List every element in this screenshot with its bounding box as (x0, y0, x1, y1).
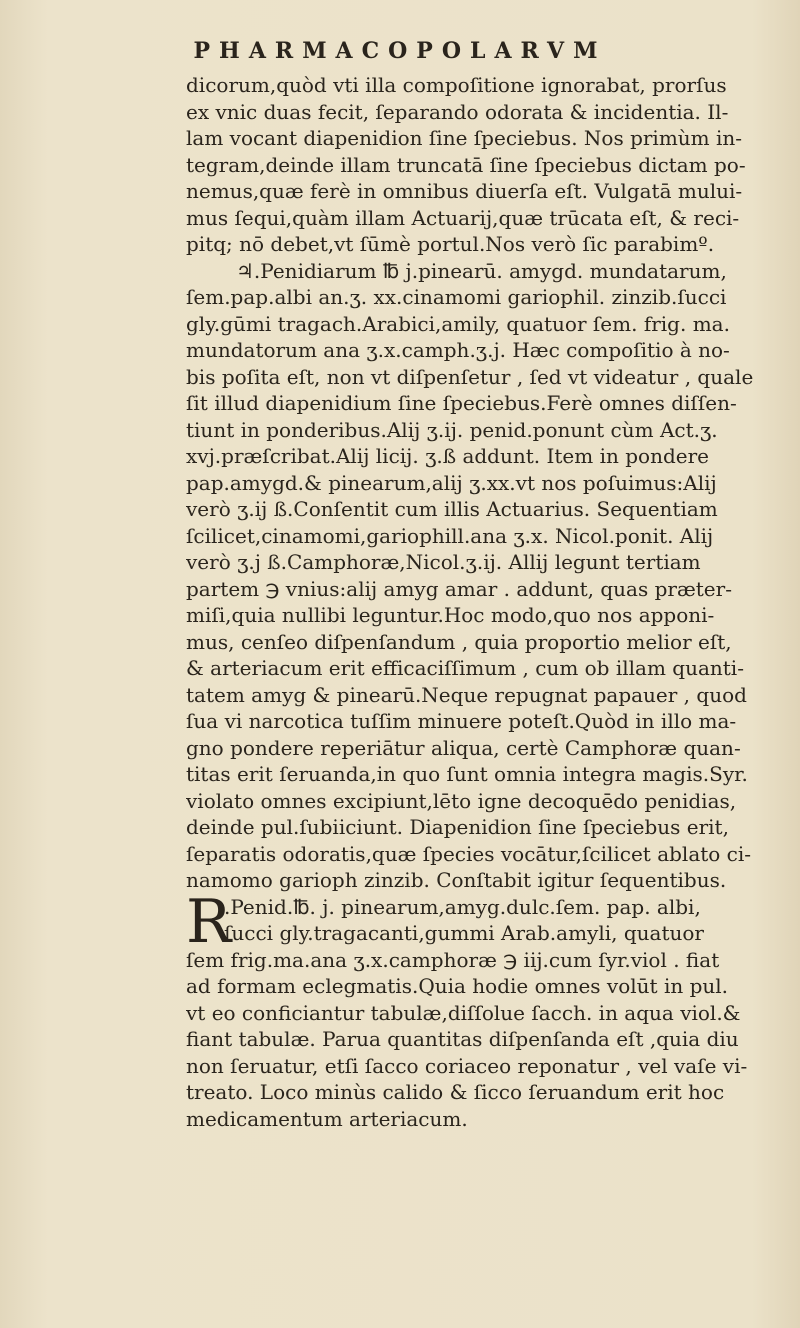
text-line: fiant tabulæ. Parua quantitas diſpenſanda eſt ,quia diu (186, 1027, 739, 1051)
text-line: tiunt in ponderibus.Alij ʒ.ij. penid.ponunt cùm Act.ʒ. (186, 417, 718, 442)
text-line: mundatorum ana ʒ.x.camph.ʒ.j. Hæc compoſitio à no- (186, 338, 730, 362)
text-line: deinde pul.ſubiiciunt. Diapenidion ſine ſpeciebus erit, (186, 815, 729, 839)
text-line: xvj.præſcribat.Alij licij. ʒ.ß addunt. Item in pondere (186, 444, 709, 468)
drop-cap: R (186, 886, 232, 957)
text-line: ſeparatis odoratis,quæ ſpecies vocātur,ſcilicet ablato ci- (186, 841, 752, 866)
text-line: gno pondere reperiātur aliqua, certè Camphoræ quan- (186, 735, 741, 760)
text-line: mus ſequi,quàm illam Actuarij,quæ trūcata eſt, & reci- (186, 205, 740, 230)
text-line: .Penid.℔. j. pinearum,amyg.dulc.ſem. pap. albi, (224, 894, 701, 919)
text-line: non ſeruatur, etſi ſacco coriaceo reponatur , vel vaſe vi- (186, 1053, 748, 1078)
text-line: pap.amygd.& pinearum,alij ʒ.xx.vt nos poſuimus:Alij (186, 470, 717, 495)
text-line: ſcilicet,cinamomi,gariophill.ana ʒ.x. Nicol.ponit. Alij (186, 523, 714, 548)
text-line: lam vocant diapenidion ſine ſpeciebus. Nos primùm in- (186, 126, 743, 150)
text-line: nemus,quæ ferè in omnibus diuerſa eſt. Vulgatā mului- (186, 179, 743, 203)
text-block (186, 72, 786, 1132)
text-line: violato omnes excipiunt,lēto igne decoquēdo penidias, (186, 788, 737, 813)
text-line: verò ʒ.ij ß.Conſentit cum illis Actuarius. Sequentiam (186, 497, 718, 521)
running-title: PHARMACOPOLARVM (193, 38, 607, 64)
text-line: medicamentum arteriacum. (186, 1106, 468, 1131)
text-line: ſucci gly.tragacanti,gummi Arab.amyli, quatuor (224, 921, 704, 945)
recipe-paragraph (186, 886, 786, 957)
text-line: ſua vi narcotica tuſſim minuere poteſt.Quòd in illo ma- (186, 709, 737, 733)
text-line: & arteriacum erit efficaciſſimum , cum ob illam quanti- (186, 656, 744, 680)
text-line: namomo garioph zinzib. Conſtabit igitur ſequentibus. (186, 868, 727, 892)
text-line: partem ℈ vnius:alij amyg amar . addunt, quas præter- (186, 576, 732, 601)
text-line: dicorum,quòd vti illa compoſitione ignorabat, prorſus (186, 73, 727, 97)
text-line: ſem.pap.albi an.ʒ. xx.cinamomi gariophil. zinzib.ſucci (186, 285, 727, 309)
text-line: mus, cenſeo diſpenſandum , quia proportio melior eſt, (186, 629, 732, 654)
text-line: vt eo conficiantur tabulæ,diſſolue ſacch. in aqua viol.& (186, 1000, 741, 1025)
text-line: verò ʒ.j ß.Camphoræ,Nicol.ʒ.ij. Allij legunt tertiam (186, 550, 701, 574)
text-line: miſi,quia nullibi leguntur.Hoc modo,quo nos apponi- (186, 603, 715, 627)
text-line: tatem amyg & pinearū.Neque repugnat papauer , quod (186, 682, 747, 707)
text-line: ad formam eclegmatis.Quia hodie omnes volūt in pul. (186, 974, 729, 998)
text-line: titas erit ſeruanda,in quo ſunt omnia integra magis.Syr. (186, 762, 748, 786)
text-line: ſit illud diapenidium ſine ſpeciebus.Ferè omnes diſſen- (186, 391, 737, 415)
text-line: bis poſita eſt, non vt diſpenſetur , ſed vt videatur , quale (186, 364, 754, 389)
text-line: ex vnic duas fecit, ſeparando odorata & incidentia. Il- (186, 99, 729, 124)
text-line: treato. Loco minùs calido & ſicco ſeruandum erit hoc (186, 1080, 725, 1104)
text-line: tegram,deinde illam truncatā ſine ſpeciebus dictam po- (186, 152, 746, 177)
text-line: gly.gūmi tragach.Arabici,amily, quatuor ſem. frig. ma. (186, 311, 730, 336)
text-line: pitq; nō debet,vt ſūmè portul.Nos verò ſic parabimº. (186, 232, 715, 256)
text-line: ſem frig.ma.ana ʒ.x.camphoræ ℈ iij.cum ſyr.viol . fiat (186, 947, 720, 972)
recipe-line: ♃.Penidiarum ℔ j.pinearū. amygd. mundatarum, (236, 258, 727, 283)
